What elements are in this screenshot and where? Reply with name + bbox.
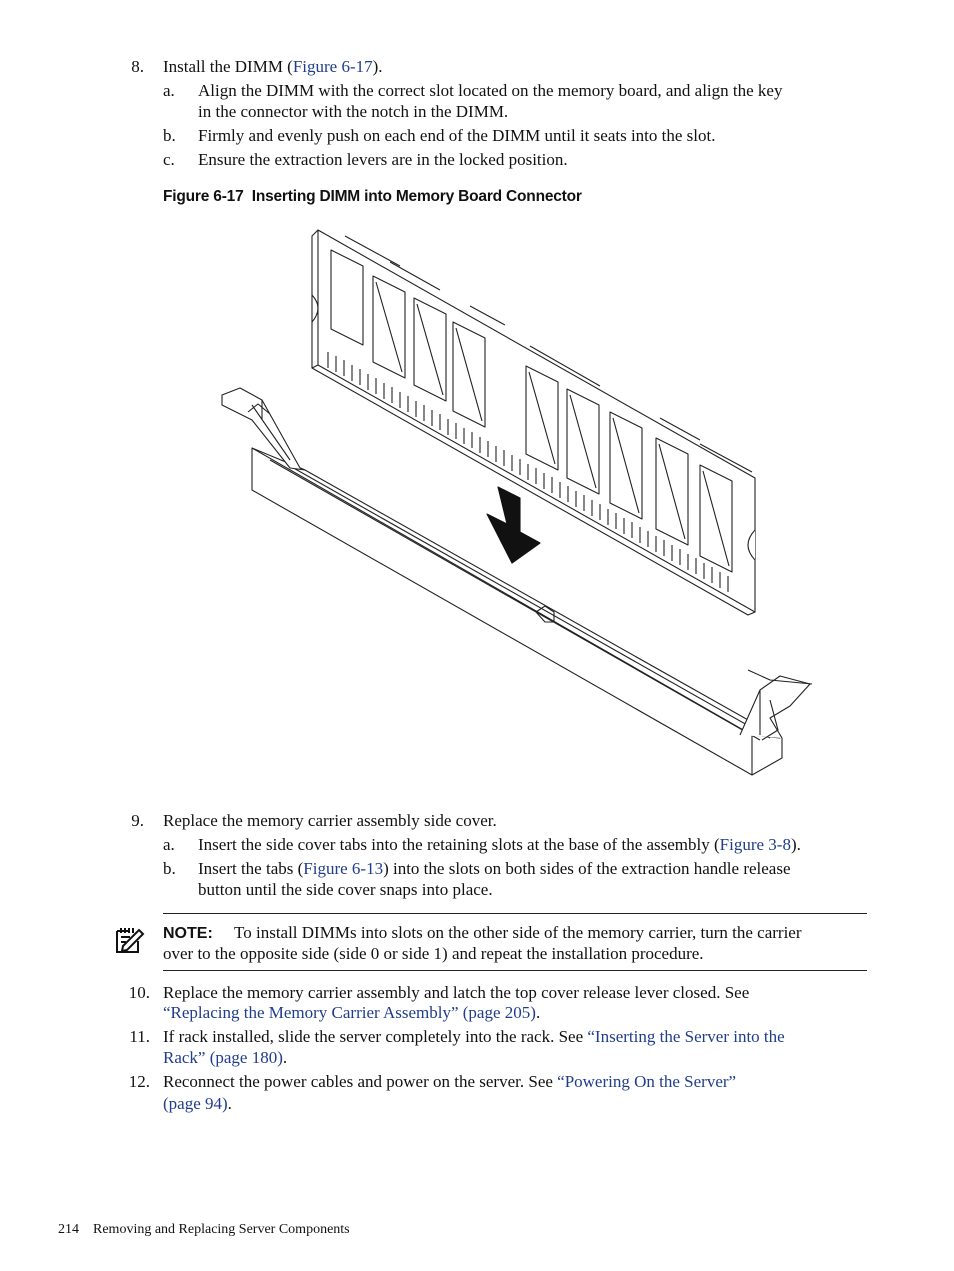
step-9b-text-pre: Insert the tabs (	[198, 859, 304, 878]
step-9a-text-pre: Insert the side cover tabs into the retaining slots at the base of the assembly (	[198, 835, 720, 854]
step-9b-letter: b.	[163, 859, 176, 878]
page-number: 214	[58, 1222, 79, 1237]
step-12-line2	[163, 1093, 232, 1114]
step-9a-text	[198, 834, 801, 855]
step-10-line1: Replace the memory carrier assembly and latch the top cover release lever closed. See	[163, 983, 750, 1002]
note-text-line1: To install DIMMs into slots on the other side of the memory carrier, turn the carrier	[234, 923, 802, 942]
page-footer	[58, 1222, 350, 1238]
step-8b-text: Firmly and evenly push on each end of the DIMM until it seats into the slot.	[198, 126, 716, 145]
powering-on-link[interactable]: “Powering On the Server”	[557, 1072, 737, 1091]
step-9b-text-post: ) into the slots on both sides of the extraction handle release	[383, 859, 791, 878]
step-9-number: 9.	[131, 811, 144, 830]
figure-6-17-link[interactable]: Figure 6-17	[292, 57, 373, 76]
step-8a-line2: in the connector with the notch in the DIMM.	[198, 102, 509, 121]
step-9a-text-post: ).	[790, 835, 801, 854]
step-9b-line2: button until the side cover snaps into place.	[198, 880, 493, 899]
step-11-post: .	[282, 1048, 288, 1067]
step-8c-text: Ensure the extraction levers are in the locked position.	[198, 150, 568, 169]
step-8-text-pre: Install the DIMM (	[163, 57, 293, 76]
step-11-line1	[163, 1026, 785, 1047]
inserting-server-link[interactable]: “Inserting the Server into the	[587, 1027, 785, 1046]
figure-caption	[163, 188, 582, 206]
step-10-line2	[163, 1002, 540, 1023]
dimm-insertion-illustration	[215, 222, 820, 782]
step-11-line2	[163, 1047, 287, 1068]
note-label: NOTE:	[163, 925, 213, 942]
inserting-server-link-cont[interactable]: Rack” (page 180)	[163, 1048, 283, 1067]
step-8-text-post: ).	[372, 57, 383, 76]
step-8c-letter: c.	[163, 150, 175, 169]
step-12-text-pre: Reconnect the power cables and power on the server. See	[163, 1072, 558, 1091]
step-12-line1	[163, 1071, 736, 1092]
note-pencil-icon	[113, 925, 147, 955]
step-8-number: 8.	[131, 57, 144, 76]
step-9-text: Replace the memory carrier assembly side cover.	[163, 811, 497, 830]
step-9b-line1	[198, 858, 791, 879]
note-line2: over to the opposite side (side 0 or side 1) and repeat the installation procedure.	[163, 944, 704, 963]
step-11-number: 11.	[129, 1027, 150, 1046]
note-line1	[163, 922, 802, 944]
note-bottom-rule	[163, 970, 867, 971]
step-8b-letter: b.	[163, 126, 176, 145]
step-9a-letter: a.	[163, 835, 175, 854]
note-top-rule	[163, 913, 867, 914]
step-8-text	[163, 56, 383, 77]
step-10-number: 10.	[128, 983, 150, 1002]
step-12-number: 12.	[128, 1072, 150, 1091]
figure-label: Figure 6-17	[163, 188, 244, 205]
step-11-text-pre: If rack installed, slide the server completely into the rack. See	[163, 1027, 588, 1046]
figure-title: Inserting DIMM into Memory Board Connector	[251, 188, 582, 205]
section-title: Removing and Replacing Server Components	[93, 1222, 350, 1237]
replacing-memory-carrier-link[interactable]: “Replacing the Memory Carrier Assembly” (page 205)	[163, 1003, 536, 1022]
figure-3-8-link[interactable]: Figure 3-8	[719, 835, 791, 854]
figure-6-13-link[interactable]: Figure 6-13	[303, 859, 384, 878]
step-8a-line1: Align the DIMM with the correct slot located on the memory board, and align the key	[198, 81, 783, 100]
step-12-post: .	[227, 1094, 232, 1113]
step-8a-letter: a.	[163, 81, 175, 100]
down-arrow-icon	[487, 487, 540, 563]
powering-on-link-cont[interactable]: (page 94)	[163, 1094, 228, 1113]
step-10-post: .	[535, 1003, 541, 1022]
